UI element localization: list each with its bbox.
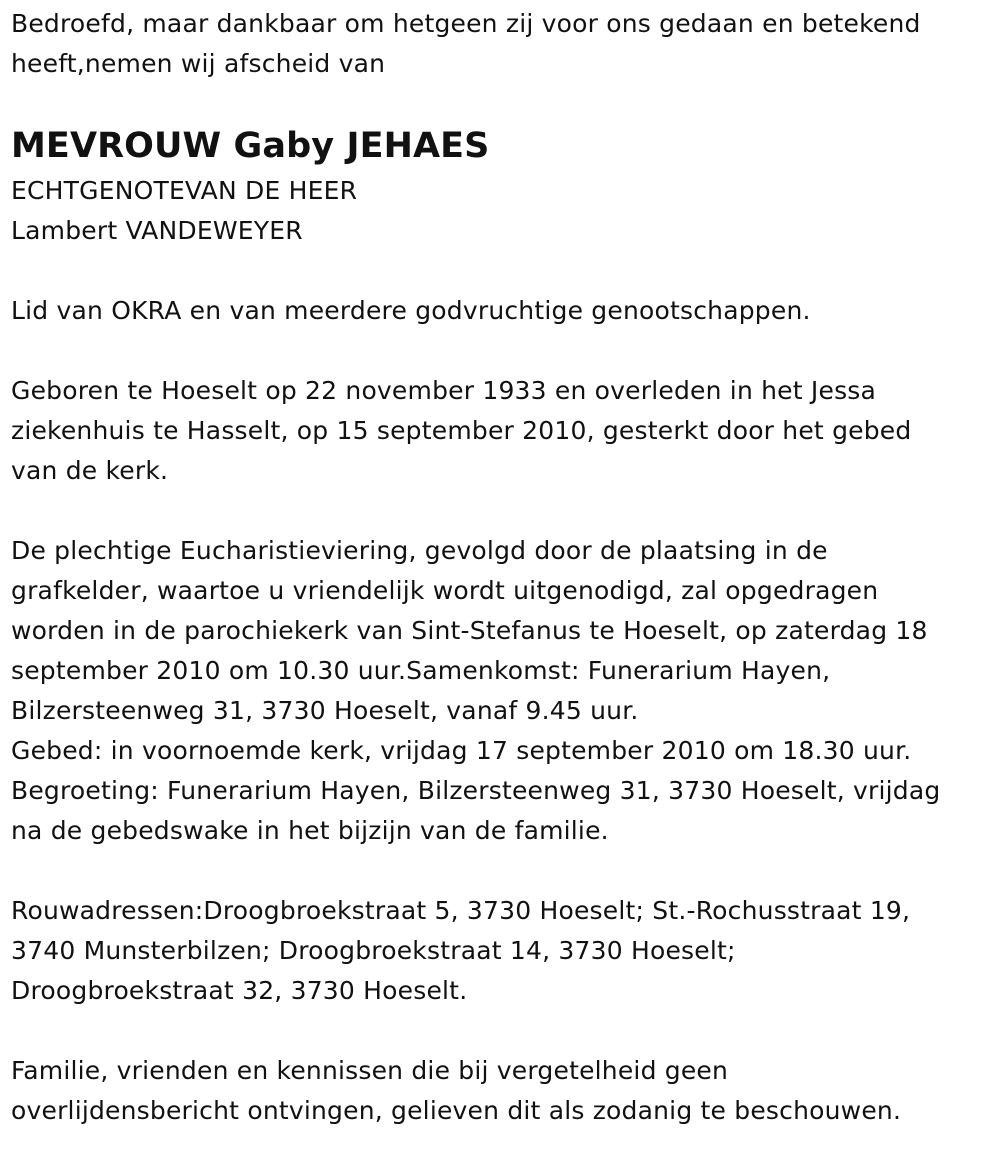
membership-paragraph — [11, 291, 991, 331]
intro-paragraph — [11, 4, 991, 84]
ceremony-line: grafkelder, waartoe u vriendelijk wordt uitgenodigd, zal opgedragen — [11, 576, 879, 605]
birth-death-paragraph — [11, 371, 991, 491]
intro-line: Bedroefd, maar dankbaar om hetgeen zij voor ons gedaan en betekend — [11, 9, 921, 38]
spouse-name: Lambert VANDEWEYER — [11, 216, 303, 245]
birth-death-line: Geboren te Hoeselt op 22 november 1933 en overleden in het Jessa — [11, 376, 877, 405]
birth-death-line: ziekenhuis te Hasselt, op 15 september 2010, gesterkt door het gebed — [11, 416, 912, 445]
funeral-notice — [11, 4, 991, 1131]
spouse-label: ECHTGENOTEVAN DE HEER — [11, 176, 358, 205]
closing-line: Familie, vrienden en kennissen die bij vergetelheid geen — [11, 1056, 729, 1085]
ceremony-line: Bilzersteenweg 31, 3730 Hoeselt, vanaf 9.45 uur. — [11, 696, 639, 725]
ceremony-paragraph — [11, 531, 991, 851]
ceremony-line: Gebed: in voornoemde kerk, vrijdag 17 september 2010 om 18.30 uur. — [11, 736, 912, 765]
deceased-name: MEVROUW Gaby JEHAES — [11, 126, 490, 166]
closing-line: overlijdensbericht ontvingen, gelieven dit als zodanig te beschouwen. — [11, 1096, 902, 1125]
address-line: Rouwadressen:Droogbroekstraat 5, 3730 Hoeselt; St.-Rochusstraat 19, — [11, 896, 911, 925]
closing-paragraph — [11, 1051, 991, 1131]
intro-line: heeft,nemen wij afscheid van — [11, 49, 386, 78]
ceremony-line: worden in de parochiekerk van Sint-Stefanus te Hoeselt, op zaterdag 18 — [11, 616, 928, 645]
birth-death-line: van de kerk. — [11, 456, 169, 485]
ceremony-line: na de gebedswake in het bijzijn van de familie. — [11, 816, 609, 845]
ceremony-line: september 2010 om 10.30 uur.Samenkomst: Funerarium Hayen, — [11, 656, 831, 685]
ceremony-line: De plechtige Eucharistieviering, gevolgd door de plaatsing in de — [11, 536, 828, 565]
addresses-paragraph — [11, 891, 991, 1011]
ceremony-line: Begroeting: Funerarium Hayen, Bilzersteenweg 31, 3730 Hoeselt, vrijdag — [11, 776, 941, 805]
spouse-block — [11, 171, 991, 251]
address-line: 3740 Munsterbilzen; Droogbroekstraat 14, 3730 Hoeselt; — [11, 936, 736, 965]
address-line: Droogbroekstraat 32, 3730 Hoeselt. — [11, 976, 468, 1005]
membership-line: Lid van OKRA en van meerdere godvruchtige genootschappen. — [11, 296, 811, 325]
